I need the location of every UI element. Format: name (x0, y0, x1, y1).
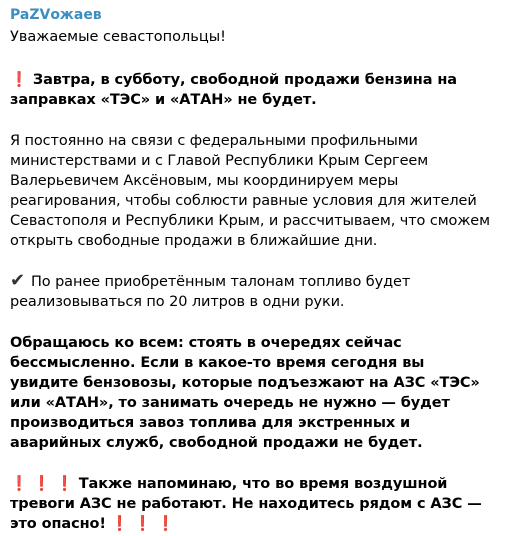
message-paragraph-4: Обращаюсь ко всем: стоять в очередях сейчас бессмысленно. Если в какое-то время сегодня вы увидите бензовозы, которые подъезжают на АЗС «ТЭС» или «АТАН», то занимать очередь не нужно — будет производиться завоз топлива для экстренных и аварийных служб, свободной продажи не будет. (10, 335, 480, 451)
paragraph-3-text: По ранее приобретённым талонам топливо будет реализовываться по 20 литров в одни руки. (10, 274, 411, 310)
paragraph-5-text: Также напоминаю, что во время воздушной тревоги АЗС не работают. Не находитесь рядом с АЗС — это опасно! (10, 476, 482, 532)
message-paragraph-5 (10, 474, 494, 534)
message-paragraph-2: Я постоянно на связи с федеральными профильными министерствами и с Главой Республики Крым Сергеем Валерьевичем Аксёновым, мы координируем меры реагирования, чтобы соблюсти равные условия для жителей Севастополя и Республики Крым, и рассчитываем, что сможем открыть свободные продажи в ближайшие дни. (10, 133, 490, 249)
exclamation-icon: ❗ (10, 72, 28, 88)
paragraph-1-text: Завтра, в субботу, свободной продажи бензина на заправках «ТЭС» и «АТАН» не будет. (10, 72, 457, 108)
message-greeting: Уважаемые севастопольцы! (10, 29, 226, 45)
exclamation-icon: ❗ (133, 516, 152, 532)
sender-name[interactable]: PaZVожаев (10, 7, 102, 23)
message-paragraph-3 (10, 272, 494, 312)
exclamation-icon: ❗ (10, 476, 28, 492)
exclamation-icon: ❗ (110, 516, 129, 532)
message-paragraph-1 (10, 70, 494, 110)
exclamation-icon: ❗ (55, 476, 74, 492)
exclamation-icon: ❗ (32, 476, 51, 492)
check-icon: ✔ (10, 270, 25, 291)
exclamation-icon: ❗ (156, 516, 175, 532)
